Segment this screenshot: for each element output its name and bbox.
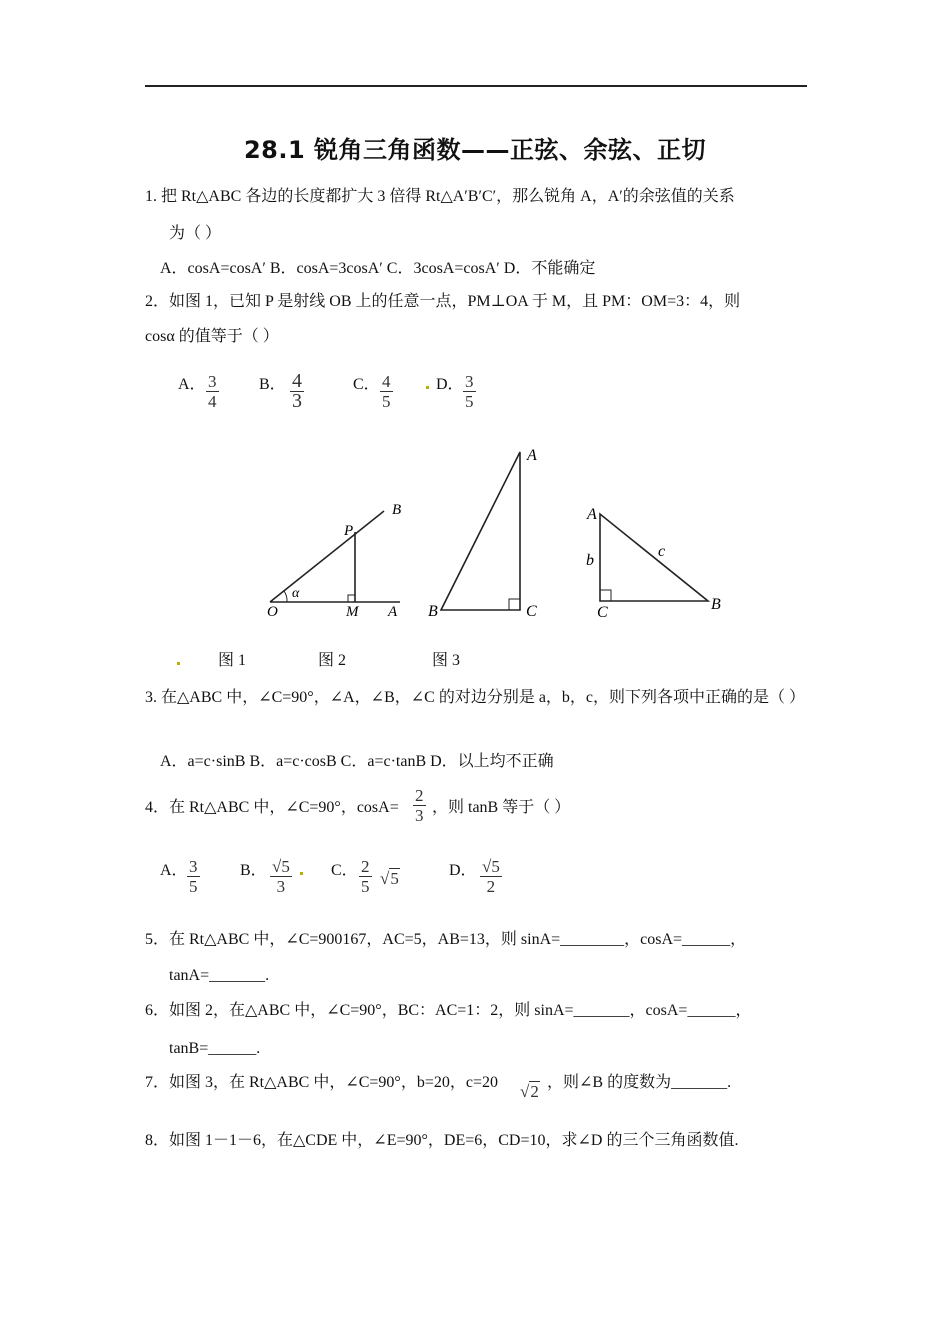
q4-line-pre: 4．在 Rt△ABC 中，∠C=90°，cosA= (145, 799, 399, 816)
q7-line-post: ，则∠B 的度数为_______. (547, 1074, 732, 1091)
fig3-label-side-c: c (658, 543, 666, 560)
q4-line-post: ，则 tanB 等于（ ） (432, 799, 571, 816)
fig1-ray-ob (270, 511, 384, 602)
figures-diagram (0, 440, 950, 640)
q5-line2: tanA=_______. (169, 967, 270, 984)
speck-mark (426, 386, 429, 389)
fig1-label-m: M (346, 604, 359, 620)
q6-line1: 6．如图 2，在△ABC 中，∠C=90°，BC：AC=1：2，则 sinA=_______，cosA=______， (145, 1002, 752, 1019)
q1-line1: 1. 把 Rt△ABC 各边的长度都扩大 3 倍得 Rt△A′B′C′，那么锐角 A，A′的余弦值的关系 (145, 188, 735, 205)
q2-option-c-fraction: $\frac{4}{5}$ (382, 372, 391, 411)
speck-mark (300, 872, 303, 875)
fig3-label-c: C (597, 604, 608, 621)
figure-2 (428, 447, 537, 620)
q2-option-d-label: D． (436, 376, 464, 393)
q4-option-c-radical: √5 (380, 869, 399, 888)
fig1-right-angle-mark (348, 595, 355, 602)
fig2-triangle (441, 452, 520, 610)
fig3-label-b: B (711, 596, 721, 613)
fig1-label-o: O (267, 604, 278, 620)
q5-line1: 5．在 Rt△ABC 中，∠C=900167，AC=5，AB=13，则 sinA=________，cosA=______， (145, 931, 747, 948)
fig3-label-side-b: b (586, 552, 594, 569)
q4-option-a-label: A． (160, 862, 188, 879)
figure-caption-1: 图 1 (218, 652, 247, 669)
q3-line1: 3. 在△ABC 中，∠C=90°，∠A，∠B，∠C 的对边分别是 a，b，c，则下列各项中正确的是（ ） (145, 689, 806, 706)
q4-option-c-label: C． (331, 862, 358, 879)
fig3-label-a: A (587, 506, 597, 523)
fig1-label-alpha: α (292, 586, 300, 601)
fig2-right-angle-mark (509, 599, 520, 610)
q2-option-c-label: C． (353, 376, 380, 393)
q7-radical: √2 (520, 1082, 539, 1101)
q1-options: A．cosA=cosA′ B．cosA=3cosA′ C．3cosA=cosA′ D．不能确定 (160, 260, 596, 277)
speck-mark (177, 662, 180, 665)
fig1-label-a: A (388, 604, 398, 620)
q2-option-b-fraction: $\frac{4}{3}$ (292, 370, 302, 412)
fig1-label-b: B (392, 502, 402, 518)
q2-option-a-label: A． (178, 376, 206, 393)
fig2-label-a: A (527, 447, 537, 464)
q4-option-d-fraction: $\frac{√5}{2}$ (482, 857, 500, 896)
fig3-right-angle-mark (600, 590, 611, 601)
figure-1 (267, 502, 401, 620)
q7-line-pre: 7．如图 3，在 Rt△ABC 中，∠C=90°，b=20，c=20 (145, 1074, 498, 1091)
fig1-angle-arc (284, 591, 287, 602)
figure-3 (586, 506, 721, 621)
q4-option-d-label: D． (449, 862, 477, 879)
figure-caption-2: 图 2 (318, 652, 347, 669)
q2-option-d-fraction: $\frac{3}{5}$ (465, 372, 474, 411)
q2-option-b-label: B． (259, 376, 286, 393)
fig2-label-b: B (428, 603, 438, 620)
q2-option-a-fraction: $\frac{3}{4}$ (208, 372, 217, 411)
figure-caption-3: 图 3 (432, 652, 461, 669)
q4-option-a-fraction: $\frac{3}{5}$ (189, 857, 198, 896)
q2-line2: cosα 的值等于（ ） (145, 328, 279, 345)
q6-line2: tanB=______. (169, 1040, 261, 1057)
q8-line1: 8．如图 1－1－6，在△CDE 中，∠E=90°，DE=6，CD=10，求∠D 的三个三角函数值. (145, 1132, 739, 1149)
q4-option-c-fraction: $\frac{2}{5}$ (361, 857, 370, 896)
fig1-label-p: P (344, 523, 354, 539)
q4-option-b-label: B． (240, 862, 267, 879)
q2-line1: 2．如图 1，已知 P 是射线 OB 上的任意一点，PM⊥OA 于 M，且 PM：OM=3：4，则 (145, 293, 741, 310)
q1-line2: 为（ ） (169, 225, 222, 242)
fig2-label-c: C (526, 603, 537, 620)
fig3-triangle (600, 514, 708, 601)
q3-options: A．a=c·sinB B．a=c·cosB C．a=c·tanB D．以上均不正确 (160, 753, 554, 770)
q4-option-b-fraction: $\frac{√5}{3}$ (272, 857, 290, 896)
header-rule (145, 85, 807, 87)
q4-cos-fraction: $\frac{2}{3}$ (415, 786, 424, 825)
page-title: 28.1 锐角三角函数——正弦、余弦、正切 (243, 136, 707, 164)
